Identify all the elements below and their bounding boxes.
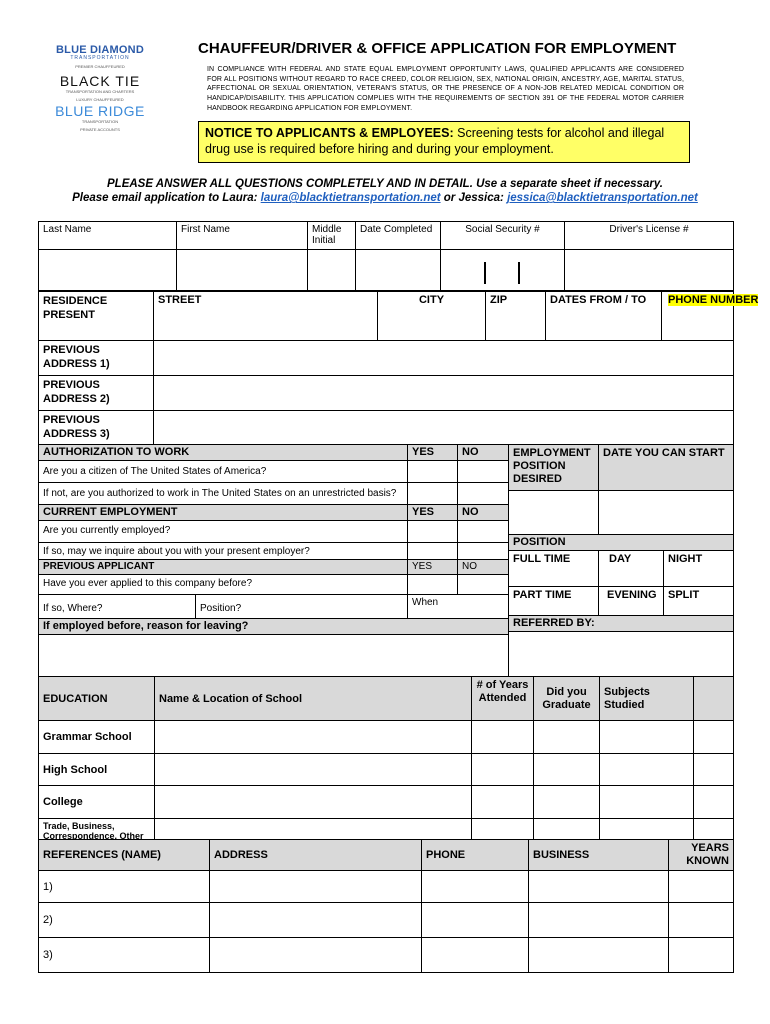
reference-1-years[interactable] <box>669 871 734 903</box>
previous-applicant-heading: PREVIOUS APPLICANT <box>39 560 408 575</box>
compliance-statement: IN COMPLIANCE WITH FEDERAL AND STATE EQUAL EMPLOYMENT OPPORTUNITY LAWS, QUALIFIED APPLICANTS ARE CONSIDERED FOR ALL POSITIONS WITHOUT REGARD TO RACE CREED, COLOR RELIGION, SEX, NATIONAL ORIGIN, ANCESTRY, AGE, MARITAL STATUS, AFFECTIONAL OR SEXUAL ORIENTATION, VETERAN'S STATUS, OR THE PRESENCE OF A NON-JOB RELATED MEDICAL CONDITION OR HANDICAP/DISABILITY. THIS APPLICATION COMPLIES WITH THE REQUIREMENTS OF SECTION 391 OF THE FEDERAL MOTOR CARRIER HANDBOOK REGARDING APPLICATION FOR EMPLOYMENT. <box>207 66 684 112</box>
reason-leaving-field[interactable] <box>39 635 509 681</box>
logo-small-text: TRANSPORTATION <box>81 119 119 124</box>
high-school-label: High School <box>39 754 155 786</box>
night-option[interactable]: NIGHT <box>664 551 734 587</box>
logo-small-text: TRANSPORTATION AND CHARTERS <box>65 89 135 94</box>
identity-table <box>38 221 734 291</box>
reference-1-name[interactable]: 1) <box>39 871 210 903</box>
auth-yes-label: YES <box>408 445 458 461</box>
reference-address-label: ADDRESS <box>210 840 422 871</box>
email-link-jessica[interactable]: jessica@blacktietransportation.net <box>507 192 698 204</box>
current-employment-heading: CURRENT EMPLOYMENT <box>39 505 408 521</box>
logo-black-tie: BLACK TIE <box>59 73 141 89</box>
referred-by-label: REFERRED BY: <box>509 616 734 632</box>
applied-no-box[interactable] <box>458 575 509 595</box>
citizen-no-box[interactable] <box>458 461 509 483</box>
prev-no-label: NO <box>458 560 509 575</box>
auth-no-label: NO <box>458 445 509 461</box>
college-label: College <box>39 786 155 819</box>
reference-3-business[interactable] <box>529 938 669 973</box>
prev-yes-label: YES <box>408 560 458 575</box>
ssn-label: Social Security # <box>441 222 565 250</box>
grammar-school-field[interactable] <box>155 721 472 754</box>
reference-business-label: BUSINESS <box>529 840 669 871</box>
reason-leaving-label: If employed before, reason for leaving? <box>39 619 509 635</box>
residence-present-label: RESIDENCE PRESENT <box>39 292 154 341</box>
position-heading: POSITION <box>509 535 734 551</box>
company-logo <box>44 44 156 132</box>
notice-box <box>198 121 690 163</box>
middle-initial-label: Middle Initial <box>308 222 356 250</box>
residence-table <box>38 291 759 446</box>
date-completed-label: Date Completed <box>356 222 441 250</box>
trade-label: Trade, Business, Correspondence, Other <box>39 819 155 845</box>
years-attended-label: # of Years Attended <box>472 677 534 721</box>
header <box>0 0 770 176</box>
graduate-label: Did you Graduate <box>534 677 600 721</box>
split-option[interactable]: SPLIT <box>664 587 734 616</box>
reference-3-phone[interactable] <box>422 938 529 973</box>
previous-address-1-field[interactable] <box>154 341 734 376</box>
authorization-table <box>38 444 509 681</box>
page-title: CHAUFFEUR/DRIVER & OFFICE APPLICATION FOR EMPLOYMENT <box>198 40 677 57</box>
when-field[interactable]: When <box>408 595 509 619</box>
reference-1-phone[interactable] <box>422 871 529 903</box>
email-text: or Jessica: <box>440 192 508 204</box>
logo-blue-diamond: BLUE DIAMOND <box>56 44 144 56</box>
license-label: Driver's License # <box>565 222 734 250</box>
logo-blue-diamond-sub: TRANSPORTATION <box>70 55 130 61</box>
reference-2-years[interactable] <box>669 903 734 938</box>
day-option[interactable]: DAY <box>599 551 664 587</box>
previous-address-2-label: PREVIOUS ADDRESS 2) <box>39 376 154 411</box>
ssn-separator <box>518 262 520 284</box>
reference-name-label: REFERENCES (NAME) <box>39 840 210 871</box>
phone-label-text: PHONE NUMBER <box>668 294 759 306</box>
reference-2-address[interactable] <box>210 903 422 938</box>
logo-blue-ridge: BLUE RIDGE <box>55 103 145 119</box>
previous-address-3-field[interactable] <box>154 411 734 446</box>
inquire-yes-box[interactable] <box>408 543 458 560</box>
references-table <box>38 839 734 973</box>
last-name-label: Last Name <box>39 222 177 250</box>
notice-heading: NOTICE TO APPLICANTS & EMPLOYEES: <box>205 126 454 140</box>
where-field[interactable]: If so, Where? <box>39 595 196 619</box>
last-name-field[interactable] <box>39 250 177 291</box>
notice-text: Screening tests for alcohol and illegal drug use is required before hiring and during your employment. <box>205 126 665 156</box>
middle-initial-field[interactable] <box>308 250 356 291</box>
referred-by-field[interactable] <box>509 632 734 678</box>
education-table <box>38 676 734 845</box>
reference-3-name[interactable]: 3) <box>39 938 210 973</box>
logo-small-text: PRIVATE ACCOUNTS <box>80 127 120 132</box>
reference-3-years[interactable] <box>669 938 734 973</box>
grammar-subjects-field[interactable] <box>600 721 694 754</box>
current-no-label: NO <box>458 505 509 521</box>
school-name-label: Name & Location of School <box>155 677 472 721</box>
authorized-no-box[interactable] <box>458 483 509 505</box>
previous-address-2-field[interactable] <box>154 376 734 411</box>
email-text: Please email application to Laura: <box>72 192 261 204</box>
ssn-separator <box>484 262 486 284</box>
ssn-field[interactable] <box>441 250 565 291</box>
previous-address-3-label: PREVIOUS ADDRESS 3) <box>39 411 154 446</box>
education-heading: EDUCATION <box>39 677 155 721</box>
first-name-field[interactable] <box>177 250 308 291</box>
street-label: STREET <box>154 292 378 341</box>
college-graduate-field[interactable] <box>534 786 600 819</box>
citizen-yes-box[interactable] <box>408 461 458 483</box>
dates-label: DATES FROM / TO <box>546 292 662 341</box>
date-completed-field[interactable] <box>356 250 441 291</box>
authorization-heading: AUTHORIZATION TO WORK <box>39 445 408 461</box>
start-date-field[interactable] <box>599 491 734 535</box>
high-school-field[interactable] <box>155 754 472 786</box>
employment-table <box>508 444 734 678</box>
city-label: CITY <box>378 292 486 341</box>
authorized-yes-box[interactable] <box>408 483 458 505</box>
education-extra-header <box>694 677 734 721</box>
applied-before-question: Have you ever applied to this company before? <box>39 575 408 595</box>
citizen-question: Are you a citizen of The United States of America? <box>39 461 408 483</box>
position-field[interactable]: Position? <box>196 595 408 619</box>
reference-phone-label: PHONE <box>422 840 529 871</box>
grammar-years-field[interactable] <box>472 721 534 754</box>
license-field[interactable] <box>565 250 734 291</box>
college-extra-field[interactable] <box>694 786 734 819</box>
currently-employed-question: Are you currently employed? <box>39 521 408 543</box>
reference-2-name[interactable]: 2) <box>39 903 210 938</box>
first-name-label: First Name <box>177 222 308 250</box>
employed-no-box[interactable] <box>458 521 509 543</box>
position-desired-field[interactable] <box>509 491 599 535</box>
high-years-field[interactable] <box>472 754 534 786</box>
reference-1-address[interactable] <box>210 871 422 903</box>
high-extra-field[interactable] <box>694 754 734 786</box>
college-field[interactable] <box>155 786 472 819</box>
logo-small-text: LUXURY CHAUFFEURED <box>76 97 124 102</box>
full-time-option[interactable]: FULL TIME <box>509 551 599 587</box>
reference-years-label: YEARS KNOWN <box>669 840 734 871</box>
logo-small-text: PREMIER CHAUFFEURED <box>75 64 125 69</box>
subjects-label: Subjects Studied <box>600 677 694 721</box>
reference-1-business[interactable] <box>529 871 669 903</box>
phone-label <box>662 292 759 341</box>
evening-option[interactable]: EVENING <box>599 587 664 616</box>
instructions-line: PLEASE ANSWER ALL QUESTIONS COMPLETELY AND IN DETAIL. Use a separate sheet if necessary. <box>107 178 663 190</box>
applied-yes-box[interactable] <box>408 575 458 595</box>
grammar-graduate-field[interactable] <box>534 721 600 754</box>
college-years-field[interactable] <box>472 786 534 819</box>
part-time-option[interactable]: PART TIME <box>509 587 599 616</box>
grammar-extra-field[interactable] <box>694 721 734 754</box>
authorized-question: If not, are you authorized to work in The United States on an unrestricted basis? <box>39 483 408 505</box>
position-desired-label: EMPLOYMENT POSITION DESIRED <box>509 445 599 491</box>
start-date-label: DATE YOU CAN START <box>599 445 734 491</box>
employed-yes-box[interactable] <box>408 521 458 543</box>
college-subjects-field[interactable] <box>600 786 694 819</box>
instructions-email-line <box>0 192 770 204</box>
zip-label: ZIP <box>486 292 546 341</box>
inquire-no-box[interactable] <box>458 543 509 560</box>
high-subjects-field[interactable] <box>600 754 694 786</box>
reference-2-business[interactable] <box>529 903 669 938</box>
previous-address-1-label: PREVIOUS ADDRESS 1) <box>39 341 154 376</box>
high-graduate-field[interactable] <box>534 754 600 786</box>
inquire-question: If so, may we inquire about you with your present employer? <box>39 543 408 560</box>
reference-3-address[interactable] <box>210 938 422 973</box>
current-yes-label: YES <box>408 505 458 521</box>
reference-2-phone[interactable] <box>422 903 529 938</box>
grammar-school-label: Grammar School <box>39 721 155 754</box>
email-link-laura[interactable]: laura@blacktietransportation.net <box>260 192 441 204</box>
